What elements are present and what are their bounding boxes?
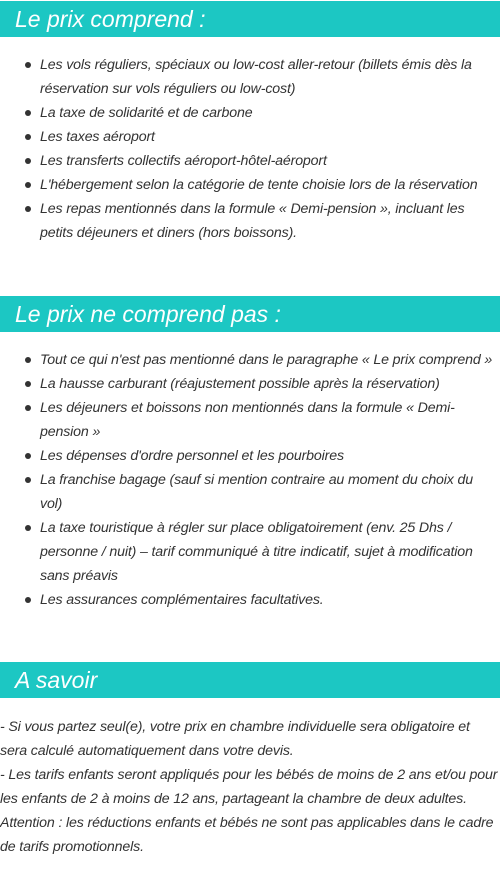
- list-item: [0, 149, 500, 173]
- list-item-text: Les assurances complémentaires facultatives.: [40, 592, 324, 608]
- list-item: [0, 173, 500, 197]
- list-item-text: réservation sur vols réguliers ou low-cost): [40, 81, 296, 97]
- list-item: [0, 396, 500, 444]
- note-line: Attention : les réductions enfants et bébés ne sont pas applicables dans le cadre: [0, 815, 494, 831]
- list-item-text: vol): [40, 496, 63, 512]
- list-item-text: sans préavis: [40, 568, 118, 584]
- list-item-text: personne / nuit) – tarif communiqué à titre indicatif, sujet à modification: [40, 544, 473, 560]
- section-title-good-to-know: A savoir: [0, 662, 500, 698]
- bullet-icon: [25, 477, 31, 483]
- list-item: [0, 101, 500, 125]
- list-item: [0, 588, 500, 612]
- list-item-text: Les transferts collectifs aéroport-hôtel-aéroport: [40, 153, 327, 169]
- price-excludes-list: [0, 348, 500, 612]
- list-item-text: pension »: [40, 424, 101, 440]
- list-item-text: Les dépenses d'ordre personnel et les pourboires: [40, 448, 344, 464]
- list-item: [0, 348, 500, 372]
- list-item-text: petits déjeuners et diners (hors boissons).: [40, 225, 297, 241]
- bullet-icon: [25, 453, 31, 459]
- bullet-icon: [25, 110, 31, 116]
- note-line: sera calculé automatiquement dans votre devis.: [0, 743, 294, 759]
- section-title-price-includes: Le prix comprend :: [0, 1, 500, 37]
- list-item-text: La hausse carburant (réajustement possible après la réservation): [40, 376, 440, 392]
- list-item-text: Les déjeuners et boissons non mentionnés dans la formule « Demi-: [40, 400, 455, 416]
- list-item: [0, 125, 500, 149]
- list-item-text: Les vols réguliers, spéciaux ou low-cost aller-retour (billets émis dès la: [40, 57, 472, 73]
- note-line: de tarifs promotionnels.: [0, 839, 144, 855]
- bullet-icon: [25, 525, 31, 531]
- bullet-icon: [25, 134, 31, 140]
- bullet-icon: [25, 182, 31, 188]
- bullet-icon: [25, 405, 31, 411]
- list-item: [0, 372, 500, 396]
- list-item-text: L'hébergement selon la catégorie de tente choisie lors de la réservation: [40, 177, 478, 193]
- note-line: les enfants de 2 à moins de 12 ans, partageant la chambre de deux adultes.: [0, 791, 467, 807]
- section-title-price-excludes: Le prix ne comprend pas :: [0, 296, 500, 332]
- list-item-text: La taxe touristique à régler sur place obligatoirement (env. 25 Dhs /: [40, 520, 452, 536]
- bullet-icon: [25, 597, 31, 603]
- bullet-icon: [25, 381, 31, 387]
- list-item-text: Les taxes aéroport: [40, 129, 155, 145]
- note-line: - Les tarifs enfants seront appliqués pour les bébés de moins de 2 ans et/ou pour: [0, 767, 498, 783]
- bullet-icon: [25, 357, 31, 363]
- good-to-know-text: [0, 715, 500, 859]
- list-item: [0, 444, 500, 468]
- list-item: [0, 468, 500, 516]
- price-includes-list: [0, 53, 500, 245]
- bullet-icon: [25, 158, 31, 164]
- note-line: - Si vous partez seul(e), votre prix en chambre individuelle sera obligatoire et: [0, 719, 470, 735]
- bullet-icon: [25, 206, 31, 212]
- list-item-text: La franchise bagage (sauf si mention contraire au moment du choix du: [40, 472, 474, 488]
- list-item: [0, 516, 500, 588]
- bullet-icon: [25, 62, 31, 68]
- list-item: [0, 53, 500, 101]
- list-item-text: Les repas mentionnés dans la formule « Demi-pension », incluant les: [40, 201, 465, 217]
- list-item-text: Tout ce qui n'est pas mentionné dans le paragraphe « Le prix comprend »: [40, 352, 493, 368]
- list-item: [0, 197, 500, 245]
- list-item-text: La taxe de solidarité et de carbone: [40, 105, 253, 121]
